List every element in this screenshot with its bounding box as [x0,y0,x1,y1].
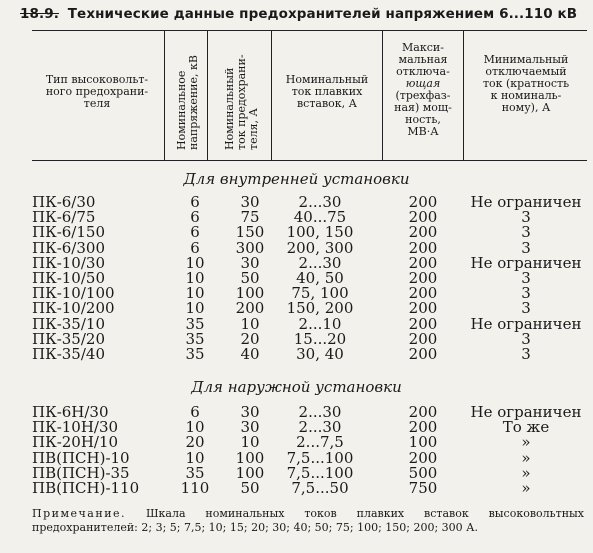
header-breaking-power: Макси- мальная отключа- ющая (трехфаз- ная) мощ- ность, МВ·А [394,41,452,138]
table-cell: 15...20 [293,329,347,348]
table-cell: ПК-6/30 [32,193,96,211]
table-cell: 2...30 [298,253,342,272]
table-cell: 200 [408,269,438,287]
table-cell: 3 [521,238,531,257]
table-cell: 100 [235,448,265,467]
table-cell: » [521,463,531,482]
table-cell: 200 [408,223,438,242]
table-cell: 6 [190,193,200,211]
table-title [20,6,585,22]
table-cell: 150 [235,223,265,242]
table-cell: 7,5...100 [286,448,354,467]
table-cell: 10 [185,284,205,303]
table-cell: 2...30 [298,193,342,211]
table-cell: 200 [408,299,438,318]
table-cell: 6 [190,403,200,421]
table-cell: 20 [185,433,205,452]
table-cell: То же [502,418,550,437]
column-divider [164,30,165,160]
note-text: Шкала номинальных токов плавких вставок высоковольтных предохранителей: 2; 3; 5; 7,5; 10; 15; 20; 30; 40; 50; 75; 100; 150; 200; 300 А. [32,507,585,534]
table-cell: 200 [408,193,438,211]
table-note [32,507,584,535]
column-divider [382,30,383,160]
table-cell: 200 [408,253,438,272]
table-cell: 40...75 [293,208,347,227]
table-cell: 150, 200 [286,299,354,318]
table-cell: 35 [185,463,205,482]
table-cell: 2...30 [298,403,342,421]
table-cell: 40, 50 [296,269,344,287]
table-cell: 10 [240,314,260,333]
table-cell: 30 [240,193,260,211]
table-cell: » [521,433,531,452]
table-cell: 200 [408,329,438,348]
table-cell: Не ограничен [470,314,582,333]
table-cell: 30 [240,403,260,421]
table-cell: 35 [185,329,205,348]
table-cell: 7,5...100 [286,463,354,482]
table-cell: 100 [408,433,438,452]
table-cell: 2...30 [298,418,342,437]
header-current: Номинальный ток предохрани- теля, А [223,54,260,150]
table-cell: 200 [408,208,438,227]
table-cell: 200 [408,345,438,363]
table-number: 18.9. [20,6,59,22]
table-cell: » [521,448,531,467]
column-divider [207,30,208,160]
table-cell: 10 [185,253,205,272]
table-cell: ПВ(ПСН)-110 [32,479,140,497]
table-cell: 75, 100 [291,284,349,303]
table-cell: ПК-6/75 [32,208,96,227]
table-cell: 10 [240,433,260,452]
table-cell: 10 [185,418,205,437]
table-cell: 200 [408,403,438,421]
table-cell: 6 [190,238,200,257]
table-cell: Не ограничен [470,403,582,421]
table-cell: ПК-6/300 [32,238,105,257]
table-cell: 20 [240,329,260,348]
table-cell: 6 [190,208,200,227]
table-cell: 200 [235,299,265,318]
table-cell: 7,5...50 [291,479,349,497]
table-cell: 35 [185,314,205,333]
table-cell: 3 [521,345,531,363]
table-cell: 10 [185,269,205,287]
table-top-rule [32,30,587,31]
table-cell: ПК-35/40 [32,345,105,363]
table-cell: 200 [408,418,438,437]
table-cell: 35 [185,345,205,363]
table-cell: ПК-10/200 [32,299,115,318]
table-cell: ПК-35/20 [32,329,105,348]
table-cell: 2...10 [298,314,342,333]
table-cell: 110 [180,479,210,497]
header-fuse-current: Номинальный ток плавких вставок, А [285,73,369,110]
table-cell: 300 [235,238,265,257]
table-cell: 3 [521,223,531,242]
column-divider [271,30,272,160]
table-cell: 200 [408,284,438,303]
table-cell: 30, 40 [296,345,344,363]
table-cell: 3 [521,299,531,318]
table-cell: Не ограничен [470,253,582,272]
header-type: Тип высоковольт- ного предохрани- теля [45,73,149,110]
table-cell: 200 [408,448,438,467]
section-title-outdoor: Для наружной установки [191,378,402,396]
table-cell: 200 [408,238,438,257]
table-cell: 50 [240,479,260,497]
table-cell: » [521,479,531,497]
table-cell: 30 [240,253,260,272]
table-cell: 50 [240,269,260,287]
table-cell: Не ограничен [470,193,582,211]
table-cell: 30 [240,418,260,437]
table-cell: 6 [190,223,200,242]
table-cell: 3 [521,269,531,287]
table-cell: 3 [521,284,531,303]
table-cell: 3 [521,208,531,227]
column-divider [463,30,464,160]
table-cell: 40 [240,345,260,363]
table-cell: ПК-10/50 [32,269,105,287]
table-cell: ПК-10/30 [32,253,105,272]
table-header-rule [32,160,587,161]
table-cell: 2...7,5 [296,433,344,452]
table-cell: 200, 300 [286,238,354,257]
table-cell: ПК-35/10 [32,314,105,333]
table-cell: ПК-6Н/30 [32,403,109,421]
table-cell: 10 [185,299,205,318]
header-min-current: Минимальный отключаемый ток (кратность к номиналь- ному), А [482,53,570,114]
table-cell: 750 [408,479,438,497]
table-cell: ПК-20Н/10 [32,433,119,452]
table-cell: ПВ(ПСН)-10 [32,448,130,467]
table-cell: 75 [240,208,260,227]
table-cell: 3 [521,329,531,348]
table-cell: ПК-10Н/30 [32,418,119,437]
table-cell: 100 [235,463,265,482]
table-cell: 200 [408,314,438,333]
table-row [0,347,593,362]
table-cell: 100 [235,284,265,303]
note-label: Примечание. [32,507,127,520]
header-voltage: Номинальное напряжение, кВ [175,55,200,150]
table-cell: ПК-10/100 [32,284,115,303]
table-row [0,481,593,496]
table-cell: ПВ(ПСН)-35 [32,463,130,482]
section-title-indoor: Для внутренней установки [183,170,410,188]
table-cell: 10 [185,448,205,467]
table-cell: ПК-6/150 [32,223,105,242]
table-title-text: Технические данные предохранителей напряжением 6...110 кВ [67,6,578,22]
table-cell: 100, 150 [286,223,354,242]
table-cell: 500 [408,463,438,482]
